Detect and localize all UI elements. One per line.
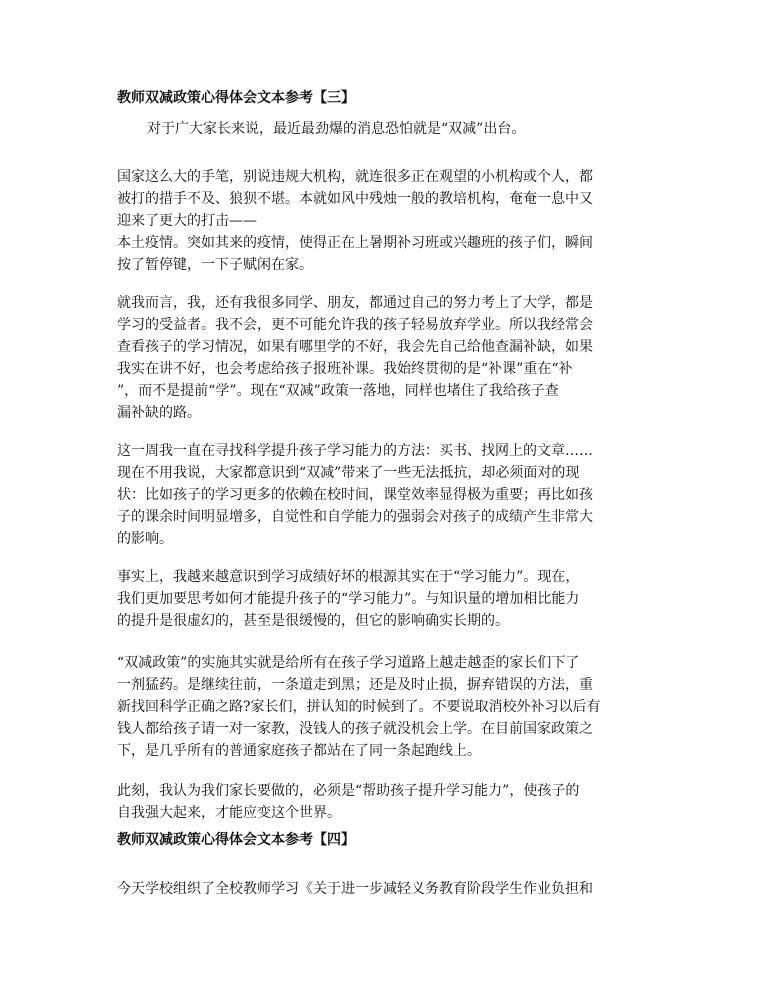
paragraph-line: 一剂猛药。是继续往前，一条道走到黑；还是及时止损，摒弃错误的方法，重 [117,677,593,693]
paragraph-line: 事实上，我越来越意识到学习成绩好坏的根源其实在于“学习能力”。现在， [117,569,580,585]
paragraph-5 [117,652,657,762]
paragraph-line: 我实在讲不好，也会考虑给孩子报班补课。我始终贯彻的是“补课”重在“补 [117,361,573,377]
paragraph-line: 钱人都给孩子请一对一家教，没钱人的孩子就没机会上学。在目前国家政策之 [117,721,593,737]
section-heading-4: 教师双减政策心得体会文本参考【四】 [117,832,355,848]
paragraph-line: 国家这么大的手笔，别说违规大机构，就连很多正在观望的小机构或个人，都 [117,169,593,185]
paragraph-line: 此刻，我认为我们家长要做的，必须是“帮助孩子提升学习能力”，使孩子的 [117,783,580,799]
paragraph-line: 子的课余时间明显增多，自觉性和自学能力的强弱会对孩子的成绩产生非常大 [117,509,593,525]
paragraph-line: 就我而言，我，还有我很多同学、朋友，都通过自己的努力考上了大学，都是 [117,295,593,311]
paragraph-line: ”，而不是提前“学”。现在“双减”政策一落地，同样也堵住了我给孩子查 [117,383,559,399]
paragraph-line: 学习的受益者。我不会，更不可能允许我的孩子轻易放弃学业。所以我经常会 [117,317,593,333]
paragraph-line: 下，是几乎所有的普通家庭孩子都站在了同一条起跑线上。 [117,743,481,759]
paragraph-6 [117,780,657,824]
paragraph-line: 现在不用我说，大家都意识到“双减”带来了一些无法抵抗，却必须面对的现 [117,465,580,481]
paragraph-line: 的提升是很虚幻的，甚至是很缓慢的，但它的影响确实长期的。 [117,613,509,629]
paragraph-7 [117,878,657,900]
intro-paragraph: 对于广大家长来说，最近最劲爆的消息恐怕就是“双减”出台。 [147,121,526,137]
paragraph-3 [117,440,657,550]
paragraph-line: 状：比如孩子的学习更多的依赖在校时间，课堂效率显得极为重要；再比如孩 [117,487,593,503]
paragraph-line: 我们更加要思考如何才能提升孩子的“学习能力”。与知识量的增加相比能力 [117,591,580,607]
paragraph-line: 按了暂停键，一下子赋闲在家。 [117,257,313,273]
paragraph-line: 自我强大起来，才能应变这个世界。 [117,805,341,821]
paragraph-4 [117,566,657,632]
paragraph-line: “双减政策”的实施其实就是给所有在孩子学习道路上越走越歪的家长们下了 [117,655,580,671]
paragraph-line: 的影响。 [117,531,173,547]
paragraph-line: 今天学校组织了全校教师学习《关于进一步减轻义务教育阶段学生作业负担和 [117,881,593,897]
section-heading-3: 教师双减政策心得体会文本参考【三】 [117,90,355,106]
paragraph-line: 新找回科学正确之路?家长们，拼认知的时候到了。不要说取消校外补习以后有 [117,699,601,715]
paragraph-1 [117,166,657,276]
paragraph-line: 被打的措手不及、狼狈不堪。本就如风中残烛一般的教培机构，奄奄一息中又 [117,191,593,207]
paragraph-2 [117,292,657,424]
paragraph-line: 这一周我一直在寻找科学提升孩子学习能力的方法：买书、找网上的文章…… [117,443,593,459]
paragraph-line: 本土疫情。突如其来的疫情，使得正在上暑期补习班或兴趣班的孩子们，瞬间 [117,235,593,251]
paragraph-line: 迎来了更大的打击—— [117,213,257,229]
paragraph-line: 漏补缺的路。 [117,405,201,421]
paragraph-line: 查看孩子的学习情况，如果有哪里学的不好，我会先自己给他查漏补缺，如果 [117,339,593,355]
